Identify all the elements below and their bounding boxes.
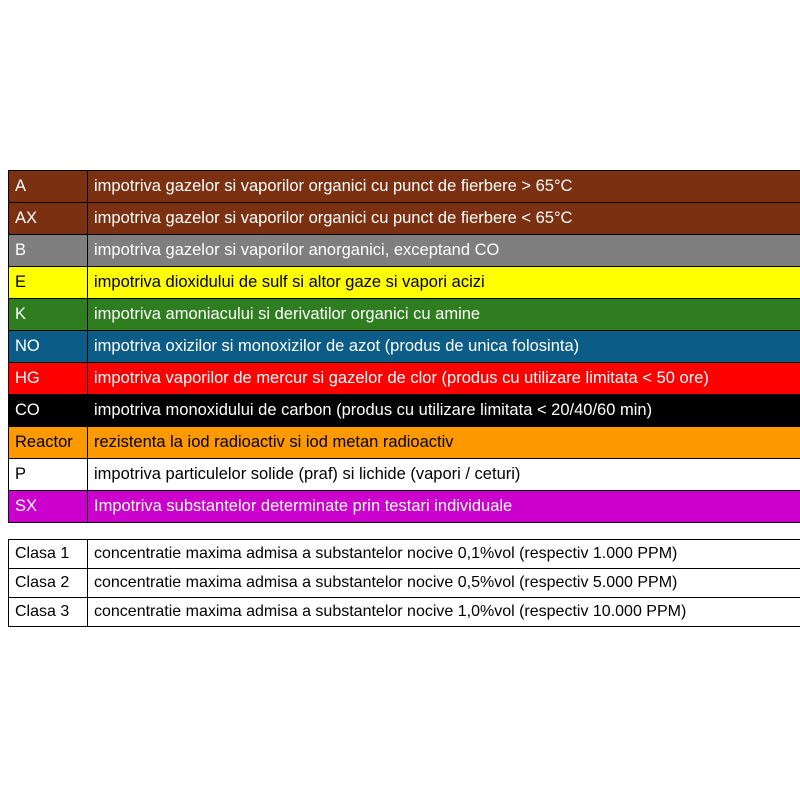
filter-description-cell: impotriva dioxidului de sulf si altor gaze si vapori acizi — [88, 267, 800, 299]
filter-code-cell: B — [9, 235, 88, 267]
table-row — [9, 395, 800, 427]
filter-description-cell: impotriva gazelor si vaporilor organici cu punct de fierbere > 65°C — [88, 171, 800, 203]
table-row — [9, 331, 800, 363]
table-row — [9, 459, 800, 491]
filter-code-cell: CO — [9, 395, 88, 427]
class-code-cell: Clasa 1 — [9, 540, 88, 569]
filter-classes-table — [8, 539, 800, 627]
table-row — [9, 427, 800, 459]
filter-description-cell: impotriva monoxidului de carbon (produs cu utilizare limitata < 20/40/60 min) — [88, 395, 800, 427]
table-row — [9, 363, 800, 395]
class-code-cell: Clasa 3 — [9, 598, 88, 627]
filter-code-cell: Reactor — [9, 427, 88, 459]
filter-description-cell: impotriva amoniacului si derivatilor organici cu amine — [88, 299, 800, 331]
filter-classes-body — [9, 540, 800, 627]
table-row — [9, 203, 800, 235]
filter-description-cell: impotriva oxizilor si monoxizilor de azot (produs de unica folosinta) — [88, 331, 800, 363]
table-row — [9, 540, 800, 569]
table-row — [9, 235, 800, 267]
filter-codes-table — [8, 170, 800, 523]
table-row — [9, 171, 800, 203]
filter-codes-body — [9, 171, 800, 523]
filter-codes-sheet — [8, 170, 792, 627]
filter-code-cell: NO — [9, 331, 88, 363]
filter-description-cell: impotriva gazelor si vaporilor anorganici, exceptand CO — [88, 235, 800, 267]
table-row — [9, 299, 800, 331]
class-code-cell: Clasa 2 — [9, 569, 88, 598]
class-description-cell: concentratie maxima admisa a substantelor nocive 1,0%vol (respectiv 10.000 PPM) — [88, 598, 800, 627]
filter-description-cell: impotriva gazelor si vaporilor organici cu punct de fierbere < 65°C — [88, 203, 800, 235]
filter-code-cell: A — [9, 171, 88, 203]
filter-description-cell: rezistenta la iod radioactiv si iod metan radioactiv — [88, 427, 800, 459]
table-row — [9, 267, 800, 299]
filter-description-cell: Impotriva substantelor determinate prin testari individuale — [88, 491, 800, 523]
filter-code-cell: AX — [9, 203, 88, 235]
filter-description-cell: impotriva vaporilor de mercur si gazelor de clor (produs cu utilizare limitata < 50 ore) — [88, 363, 800, 395]
class-description-cell: concentratie maxima admisa a substantelor nocive 0,1%vol (respectiv 1.000 PPM) — [88, 540, 800, 569]
table-row — [9, 491, 800, 523]
filter-code-cell: SX — [9, 491, 88, 523]
table-row — [9, 569, 800, 598]
table-row — [9, 598, 800, 627]
filter-code-cell: P — [9, 459, 88, 491]
class-description-cell: concentratie maxima admisa a substantelor nocive 0,5%vol (respectiv 5.000 PPM) — [88, 569, 800, 598]
filter-code-cell: E — [9, 267, 88, 299]
filter-description-cell: impotriva particulelor solide (praf) si lichide (vapori / ceturi) — [88, 459, 800, 491]
filter-code-cell: K — [9, 299, 88, 331]
filter-code-cell: HG — [9, 363, 88, 395]
